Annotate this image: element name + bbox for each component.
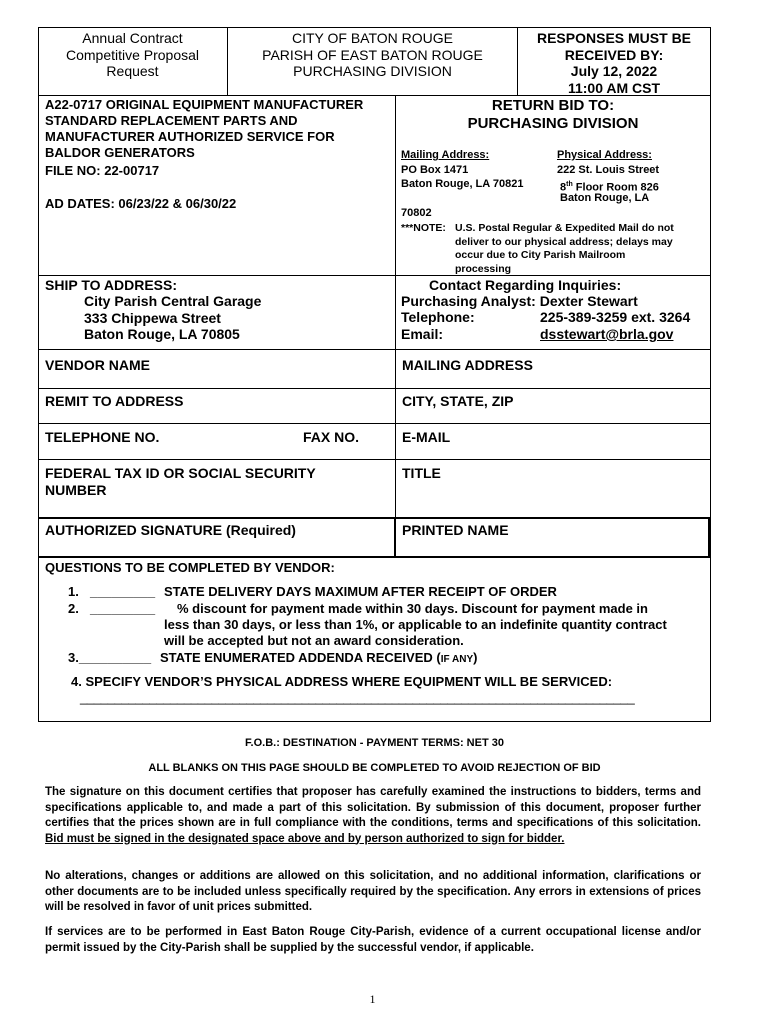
file-number: FILE NO: 22-00717 xyxy=(45,163,160,178)
title-field[interactable]: TITLE xyxy=(402,465,441,481)
telephone-value: 225-389-3259 ext. 3264 xyxy=(540,309,691,325)
vendor-name-field[interactable]: VENDOR NAME xyxy=(45,357,151,373)
ship-to-address: City Parish Central Garage 333 Chippewa Street Baton Rouge, LA 70805 xyxy=(84,293,262,342)
delivery-days-blank[interactable]: _________ xyxy=(90,584,156,599)
agency-name: CITY OF BATON ROUGE PARISH OF EAST BATON ROUGE PURCHASING DIVISION xyxy=(262,30,483,79)
remit-to-field[interactable]: REMIT TO ADDRESS xyxy=(45,393,184,409)
question-3-text: STATE ENUMERATED ADDENDA RECEIVED (IF ANY) xyxy=(160,650,478,665)
authorized-signature-field[interactable]: AUTHORIZED SIGNATURE (Required) xyxy=(45,522,296,538)
ad-dates: AD DATES: 06/23/22 & 06/30/22 xyxy=(45,196,237,211)
license-paragraph: If services are to be performed in East Baton Rouge City-Parish, evidence of a current occupational license and/or permit issued by the City-Parish shall be supplied by the successful vendor, if applicable. xyxy=(45,926,701,954)
question-1-text: STATE DELIVERY DAYS MAXIMUM AFTER RECEIPT OF ORDER xyxy=(164,584,557,599)
question-2-line-2: less than 30 days, or less than 1%, or applicable to an indefinite quantity contract xyxy=(164,617,667,632)
email-field[interactable]: E-MAIL xyxy=(402,429,451,445)
addenda-blank[interactable]: 3.__________ xyxy=(68,650,152,665)
physical-address-street: 222 St. Louis Street xyxy=(557,164,660,176)
physical-address-label: Physical Address: xyxy=(557,149,652,161)
email-label: Email: xyxy=(401,326,444,342)
service-address-blank[interactable]: ________________________________________________________________________________ xyxy=(80,690,635,705)
question-2-number: 2. xyxy=(68,601,79,616)
telephone-label: Telephone: xyxy=(401,309,475,325)
bid-title: A22-0717 ORIGINAL EQUIPMENT MANUFACTURER STANDARD REPLACEMENT PARTS AND MANUFACTURER AUTHORIZED SERVICE FOR BALDOR GENERATORS xyxy=(45,97,364,160)
discount-percent-blank[interactable]: _________ xyxy=(90,601,156,616)
purchasing-analyst: Purchasing Analyst: Dexter Stewart xyxy=(401,293,638,309)
contract-type: Annual Contract Competitive Proposal Request xyxy=(65,30,200,79)
email-link[interactable]: dsstewart@brla.gov xyxy=(540,326,674,342)
telephone-field[interactable]: TELEPHONE NO. xyxy=(45,429,160,445)
response-deadline: RESPONSES MUST BE RECEIVED BY: July 12, 2022 11:00 AM CST xyxy=(536,30,692,96)
blanks-notice: ALL BLANKS ON THIS PAGE SHOULD BE COMPLETED TO AVOID REJECTION OF BID xyxy=(148,762,601,774)
physical-address-city: Baton Rouge, LA xyxy=(560,192,650,204)
mailing-zip-continued: 70802 xyxy=(401,207,432,219)
printed-name-field[interactable]: PRINTED NAME xyxy=(402,522,509,538)
alterations-paragraph: No alterations, changes or additions are allowed on this solicitation, and no additional information, clarifications or other documents are to be included unless specifically required by the specification. Any errors in extensions of prices will be resolved in favor of unit prices submitted. xyxy=(45,870,701,913)
mailing-address-field[interactable]: MAILING ADDRESS xyxy=(402,357,533,373)
mail-note-prefix: ***NOTE: xyxy=(401,222,446,234)
city-state-zip-field[interactable]: CITY, STATE, ZIP xyxy=(402,393,514,409)
questions-heading: QUESTIONS TO BE COMPLETED BY VENDOR: xyxy=(45,560,335,575)
page-number: 1 xyxy=(369,992,376,1006)
contact-heading: Contact Regarding Inquiries: xyxy=(429,277,622,293)
certification-paragraph: The signature on this document certifies that proposer has carefully examined the instructions to bidders, terms and specifications applicable to, and made a part of this solicitation. By submission of this document, proposer further certifies that the prices shown are in full compliance with the conditions, terms and specifications of this solicitation. Bid must be signed in the designated space above and by person authorized to sign for bidder. xyxy=(45,786,701,845)
fax-field[interactable]: FAX NO. xyxy=(303,429,360,445)
question-2-line-3: will be accepted but not an award consideration. xyxy=(164,633,464,648)
mail-note: U.S. Postal Regular & Expedited Mail do not deliver to our physical address; delays may occur due to City Parish Mailroom processing xyxy=(455,222,674,275)
mailing-address-label: Mailing Address: xyxy=(401,149,490,161)
return-bid-heading: RETURN BID TO: PURCHASING DIVISION xyxy=(467,97,639,132)
mailing-address-lines: PO Box 1471 Baton Rouge, LA 70821 xyxy=(401,164,524,190)
ship-to-label: SHIP TO ADDRESS: xyxy=(45,277,177,293)
tax-id-field[interactable]: FEDERAL TAX ID OR SOCIAL SECURITY NUMBER xyxy=(45,465,316,498)
fob-terms: F.O.B.: DESTINATION - PAYMENT TERMS: NET 30 xyxy=(245,737,504,749)
physical-address-floor: 8th Floor Room 826 xyxy=(560,181,659,194)
question-4-text: 4. SPECIFY VENDOR’S PHYSICAL ADDRESS WHERE EQUIPMENT WILL BE SERVICED: xyxy=(71,674,613,689)
question-2-line-1: % discount for payment made within 30 days. Discount for payment made in xyxy=(177,601,648,616)
question-1-number: 1. xyxy=(68,584,79,599)
